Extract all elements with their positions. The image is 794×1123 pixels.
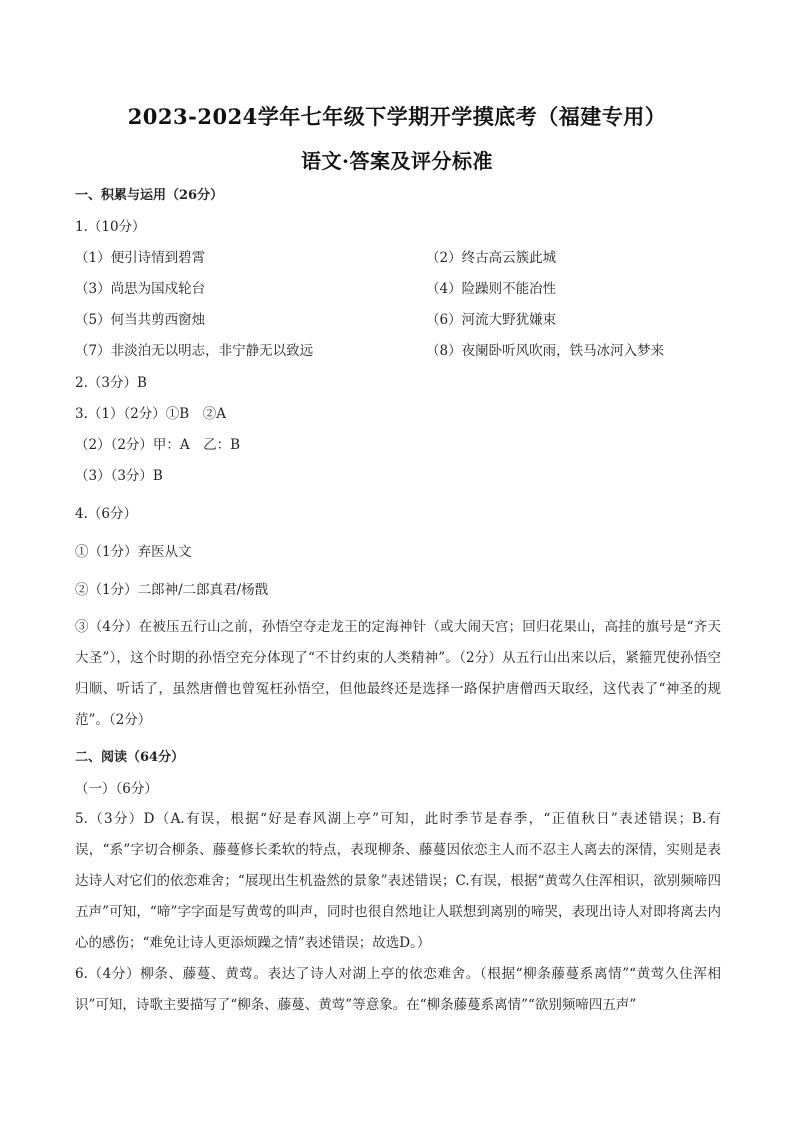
section-heading-accumulation: 一、积累与运用（26分） xyxy=(75,188,224,203)
q4-answer-2: ②（1分）二郎神/二郎真君/杨戬 xyxy=(75,582,269,598)
q1-answer-2: （2）终古高云簇此城 xyxy=(426,250,557,266)
q6-answer: 6.（4分）柳条、藤蔓、黄莺。表达了诗人对湖上亭的依恋难舍。（根据“柳条藤蔓系离情”“黄莺久住浑相识”可知，诗歌主要描写了“柳条、藤蔓、黄莺”等意象。在“柳条藤蔓系离情”“欲别频啼四五声” xyxy=(75,966,721,1013)
q5-answer: 5.（3分）D（A.有误，根据“好是春风湖上亭”可知，此时季节是春季，“正值秋日”表述错误；B.有误，“系”字切合柳条、藤蔓修长柔软的特点，表现柳条、藤蔓因依恋主人而不忍主人离去的深情，实则是表达诗人对它们的依恋难舍；“展现出生机盎然的景象”表述错误；C.有误，根据“黄莺久住浑相识，欲别频啼四五声”可知，“啼”字字面是写黄莺的叫声，同时也很自然地让人联想到离别的啼哭，表现出诗人对即将离去内心的感伤；“难免让诗人更添烦躁之情”表述错误；故选D。） xyxy=(75,811,721,951)
q1-answer-1: （1）便引诗情到碧霄 xyxy=(75,250,206,266)
q1-answer-7: （7）非淡泊无以明志，非宁静无以致远 xyxy=(75,343,314,359)
q1-answer-6: （6）河流大野犹嫌束 xyxy=(426,312,557,328)
reading-part-1-label: （一）（6分） xyxy=(75,781,158,797)
q1-answer-5: （5）何当共剪西窗烛 xyxy=(75,312,206,328)
q3-answer-3: （3）（3分）B xyxy=(75,468,163,484)
q4-answer-1: ①（1分）弃医从文 xyxy=(75,544,192,560)
q3-answer-2: （2）（2分）甲：A 乙：B xyxy=(75,437,241,453)
q4-answer-3: ③（4分）在被压五行山之前，孙悟空夺走龙王的定海神针（或大闹天宫；回归花果山，高挂的旗号是“齐天大圣”），这个时期的孙悟空充分体现了“不甘约束的人类精神”。（2分）从五行山出来以后，紧箍咒使孙悟空归顺、听话了，虽然唐僧也曾冤枉孙悟空，但他最终还是选择一路保护唐僧西天取经，这代表了“神圣的规范”。（2分） xyxy=(75,619,721,728)
q2-answer: 2.（3分）B xyxy=(75,375,147,391)
q4-label: 4.（6分） xyxy=(75,506,137,522)
page-title: 2023-2024学年七年级下学期开学摸底考（福建专用） xyxy=(127,104,667,129)
q1-answer-8: （8）夜阑卧听风吹雨，铁马冰河入梦来 xyxy=(426,343,665,359)
q3-answer-1: 3.（1）（2分）①B ②A xyxy=(75,406,226,422)
q1-answer-3: （3）尚思为国戍轮台 xyxy=(75,281,206,297)
q1-answer-4: （4）险躁则不能冶性 xyxy=(426,281,557,297)
q1-label: 1.（10分） xyxy=(75,219,146,235)
page-subtitle: 语文·答案及评分标准 xyxy=(301,149,493,173)
section-heading-reading: 二、阅读（64分） xyxy=(75,750,185,765)
